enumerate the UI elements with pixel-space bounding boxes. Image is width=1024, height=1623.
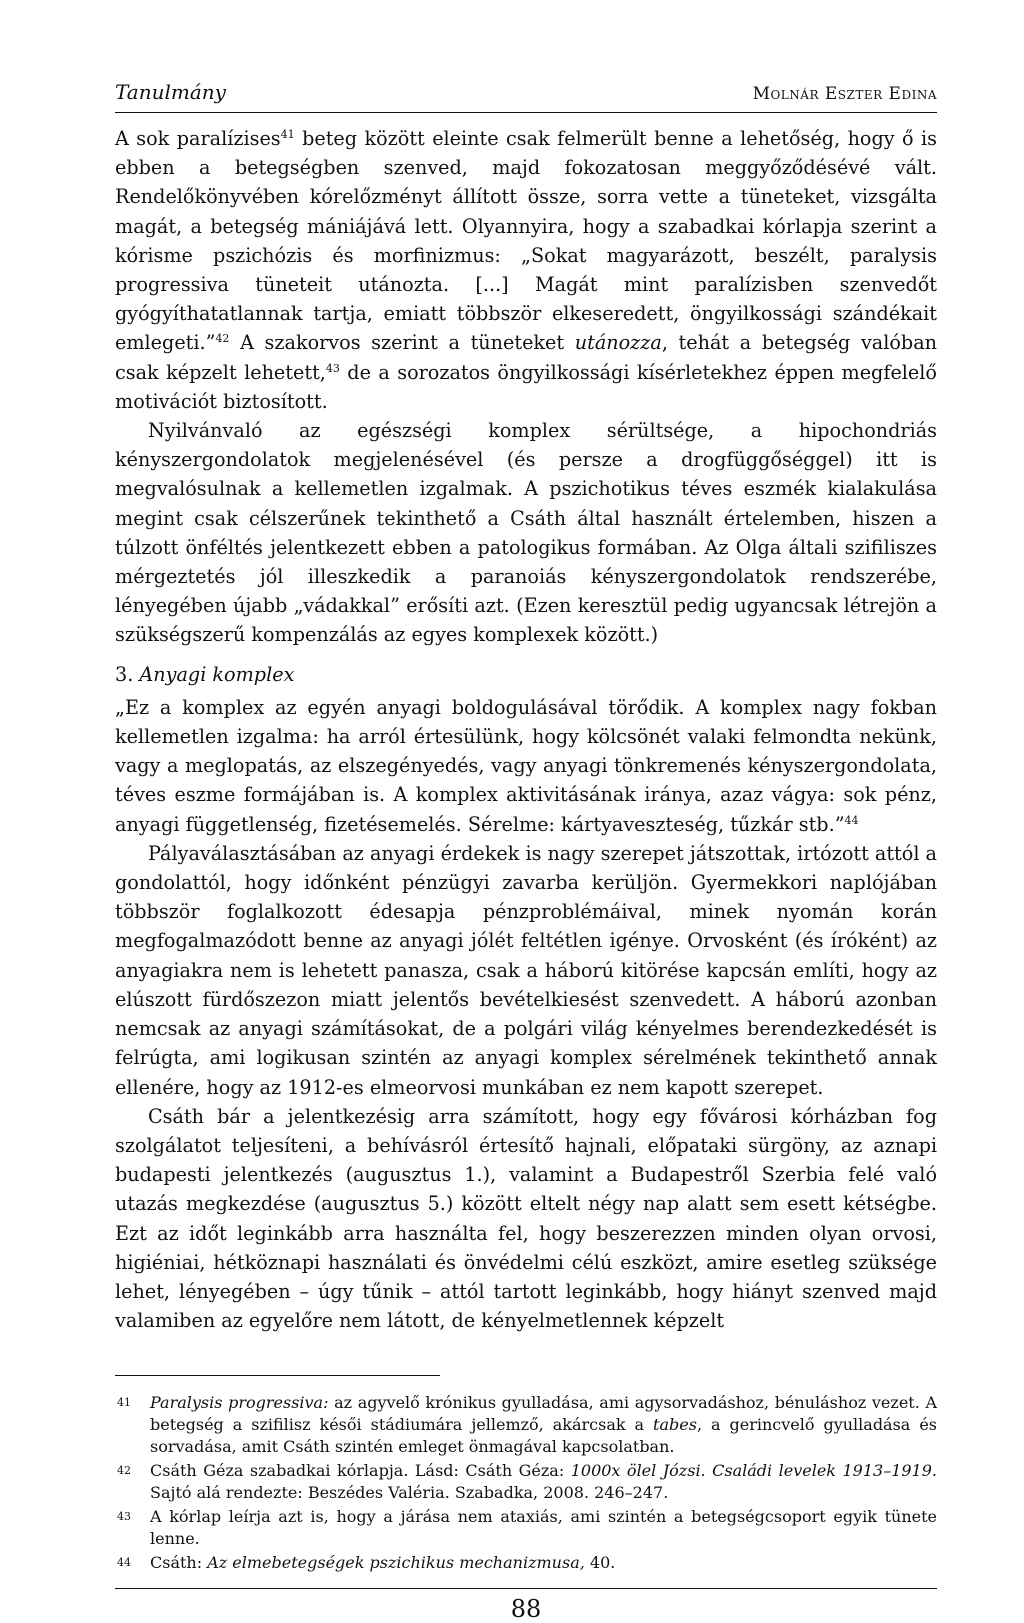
paragraph-4: Pályaválasztásában az anyagi érdekek is nagy szerepet játszottak, irtózott attól a gondolattól, hogy időnként pénzügyi zavarba kerüljön. Gyermekkori naplójában többször foglalkozott édesapja pénzproblémáival, minek nyomán korán megfogalmazódott benne az anyagi jólét feltétlen igénye. Orvosként (és íróként) az anyagiakra nem is lehetett panasza, csak a háború kitörése kapcsán említi, hogy az elúszott fürdőszezon miatt jelentős bevételkiesést szenvedett. A háború azonban nemcsak az anyagi számításokat, de a polgári világ kényelmes berendezkedését is felrúgta, ami logikusan szintén az anyagi komplex sérelmének tekinthető annak ellenére, hogy az 1912-es elmeorvosi munkában ez nem kapott szerepet.: [115, 841, 937, 1099]
footnote-ref: 44: [844, 813, 859, 827]
text-span: , a gerincvelő gyulladása és sorvadása, amit Csáth szintén emleget önmagával kapcsolatban.: [150, 1415, 937, 1457]
text-span: de a sorozatos öngyilkossági kísérletekhez éppen megfelelő motivációt biztosított.: [115, 360, 937, 413]
text-span: Sajtó alá rendezte: Beszédes Valéria. Szabadka, 2008. 246–247.: [150, 1483, 669, 1503]
footnote-ref: 41: [280, 128, 295, 141]
body-text: [115, 124, 937, 1335]
footnote-43: [115, 1506, 937, 1550]
footnote-number: 42: [117, 1464, 131, 1478]
footnote-ref: 42: [215, 332, 230, 346]
section-number: 3.: [115, 662, 134, 686]
text-span: „Ez a komplex az egyén anyagi boldogulásával törődik. A komplex nagy fokban kellemetlen izgalma: ha arról értesülünk, hogy kölcsönét valaki felmondta nekünk, vagy a meglopatás, az elszegényedés, vagy anyagi tönkremenés kényszergondolata, téves eszme formájában is. A komplex aktivitásának iránya, azaz vágya: sok pénz, anyagi függetlenség, fizetésemelés. Sérelme: kártyaveszteség, tűzkár stb.”: [115, 695, 937, 836]
footnote-number: 41: [117, 1396, 131, 1410]
footnote-number: 44: [117, 1556, 131, 1570]
emphasis: 1000x ölel Józsi. Családi levelek 1913–1919.: [570, 1461, 937, 1481]
text-span: Csáth:: [150, 1553, 208, 1573]
footnote-text: A kórlap leírja azt is, hogy a járása nem ataxiás, ami szintén a betegségcsoport egyik tünete lenne.: [150, 1507, 937, 1549]
paragraph-3-quote: [115, 693, 937, 839]
bottom-rule: [115, 1588, 937, 1589]
emphasis: Az elmebetegségek pszichikus mechanizmusa,: [207, 1553, 585, 1573]
page-number: 88: [510, 1595, 542, 1623]
header-author: Molnár Eszter Edina: [752, 84, 937, 104]
text-span: A szakorvos szerint a tüneteket: [229, 331, 575, 355]
header-section: Tanulmány: [115, 80, 226, 104]
text-span: az agyvelő krónikus gyulladása, ami agysorvadáshoz, bénuláshoz vezet. A betegség a szifilisz késői stádiumára jellemző, akárcsak a: [150, 1393, 937, 1435]
text-span: beteg között eleinte csak felmerült benne a lehetőség, hogy ő is ebben a betegségben szenved, majd fokozatosan meggyőződésévé vált. Rendelőkönyvében kórelőzményt állított össze, sorra vette a tüneteket, vizsgálta magát, a betegség mániájává lett. Olyannyira, hogy a szabadkai kórlapja szerint a kórisme pszichózis és morfinizmus: „Sokat magyarázott, beszélt, paralysis progressiva tüneteit utánozta. [...] Magát mint paralízisben szenvedőt gyógyíthatatlannak tartja, emiatt többször elkeseredett, öngyilkossági szándékait emlegeti.”: [115, 127, 937, 355]
footnote-ref: 43: [325, 361, 340, 375]
emphasis: tabes: [653, 1415, 697, 1435]
footnote-44: [115, 1552, 937, 1574]
footnotes: [115, 1392, 937, 1574]
footnote-text: [150, 1460, 937, 1504]
footnote-text: [150, 1552, 937, 1574]
footnote-text: [150, 1392, 937, 1458]
footnote-42: [115, 1460, 937, 1504]
text-span: A sok paralízises: [115, 127, 281, 150]
paragraph-5: Csáth bár a jelentkezésig arra számított, hogy egy fővárosi kórházban fog szolgálatot teljesíteni, a behívásról értesítő hajnali, előpataki sürgöny, az aznapi budapesti jelentkezés (augusztus 1.), valamint a Budapestről Szerbia felé való utazás megkezdése (augusztus 5.) között eltelt négy nap alatt sem esett kétségbe. Ezt az időt leginkább arra használta fel, hogy beszerezzen minden olyan orvosi, higiéniai, hétköznapi használati és önvédelmi célú eszközt, amire esetleg szüksége lehet, lényegében – úgy tűnik – attól tartott leginkább, hogy hiányt szenved majd valamiben az egyelőre nem látott, de kényelmetlennek képzelt: [115, 1104, 937, 1333]
emphasis: utánozza: [574, 331, 662, 355]
text-span: , tehát a betegség valóban csak képzelt lehetett,: [115, 331, 937, 384]
paragraph-2: Nyilvánvaló az egészségi komplex sérültsége, a hipochondriás kényszergondolatok megjelenésével (és persze a drogfüggőséggel) itt is megvalósulnak a kellemetlen izgalmak. A pszichotikus téves eszmék kialakulása megint csak célszerűnek tekinthető a Csáth által használt értelemben, hiszen a túlzott önféltés jelentkezett ebben a patologikus formában. Az Olga általi szifiliszes mérgeztetés jól illeszkedik a paranoiás kényszergondolatok rendszerébe, lényegében újabb „vádakkal” erősíti azt. (Ezen keresztül pedig ugyancsak létrejön a szükségszerű kompenzálás az egyes komplexek között.): [115, 419, 937, 647]
running-header: [115, 80, 937, 113]
emphasis: Paralysis progressiva:: [150, 1393, 329, 1413]
page: [115, 80, 937, 1623]
footnote-number: 43: [117, 1510, 131, 1524]
section-heading: [115, 660, 937, 689]
footnote-separator: [115, 1375, 440, 1376]
footnote-41: [115, 1392, 937, 1458]
section-title-text: Anyagi komplex: [139, 662, 295, 686]
text-span: Csáth Géza szabadkai kórlapja. Lásd: Csáth Géza:: [150, 1461, 571, 1481]
text-span: 40.: [584, 1553, 616, 1573]
paragraph-1: [115, 124, 937, 416]
